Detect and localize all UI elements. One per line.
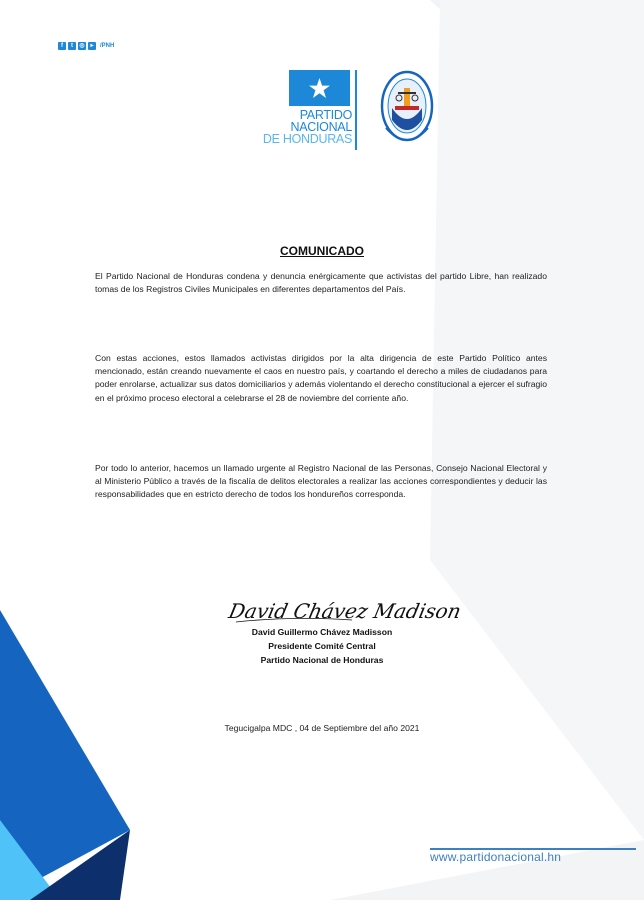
paragraph-2: Con estas acciones, estos llamados activistas dirigidos por la alta dirigencia de este Partido Político antes mencionado, están creando nuevamente el caos en nuestro país, y coartando el derecho a miles de ciudadanos para poder enrolarse, actualizar sus datos domiciliarios y además violentando el derecho constitucional a ejercer el sufragio en el próximo proceso electoral a celebrarse el 28 de noviembre del corriente año. [95,353,547,403]
social-bar [58,42,114,50]
flag [289,70,350,106]
bg-shape-right [430,0,644,840]
website-link[interactable]: www.partidonacional.hn [430,850,562,864]
signer-name: David Guillermo Chávez Madisson [251,627,393,637]
place-date: Tegucigalpa MDC , 04 de Septiembre del año 2021 [224,723,420,733]
logo-line-2: NACIONAL [290,120,352,134]
document-title: COMUNICADO [280,244,364,258]
logo-text [263,109,352,145]
signature [226,588,464,628]
logo-divider [355,70,357,150]
svg-text:David Chávez Madison: David Chávez Madison [226,599,464,623]
facebook-icon: f [58,42,66,50]
party-logo [240,70,360,154]
social-handle: /PNH [100,43,115,49]
paragraph-3: Por todo lo anterior, hacemos un llamado urgente al Registro Nacional de las Personas, Consejo Nacional Electoral y al Ministerio Público a través de la fiscalía de delitos electorales a realizar las acciones correspondientes y deducir las responsabilidades que en estricto derecho de todos los hondureños corresponda. [95,463,547,500]
star-icon [289,70,350,106]
twitter-icon: t [68,42,76,50]
signer-party: Partido Nacional de Honduras [260,655,384,665]
logo-line-1: PARTIDO [299,108,352,122]
youtube-icon: ▸ [88,42,96,50]
instagram-icon: ◎ [79,43,85,49]
seal-icon [380,68,434,152]
signer-role: Presidente Comité Central [268,641,376,651]
logo-line-3: DE HONDURAS [262,132,352,146]
paragraph-1: El Partido Nacional de Honduras condena y denuncia enérgicamente que activistas del partido Libre, han realizado tomas de los Registros Civiles Municipales en diferentes departamentos del País. [95,271,547,295]
